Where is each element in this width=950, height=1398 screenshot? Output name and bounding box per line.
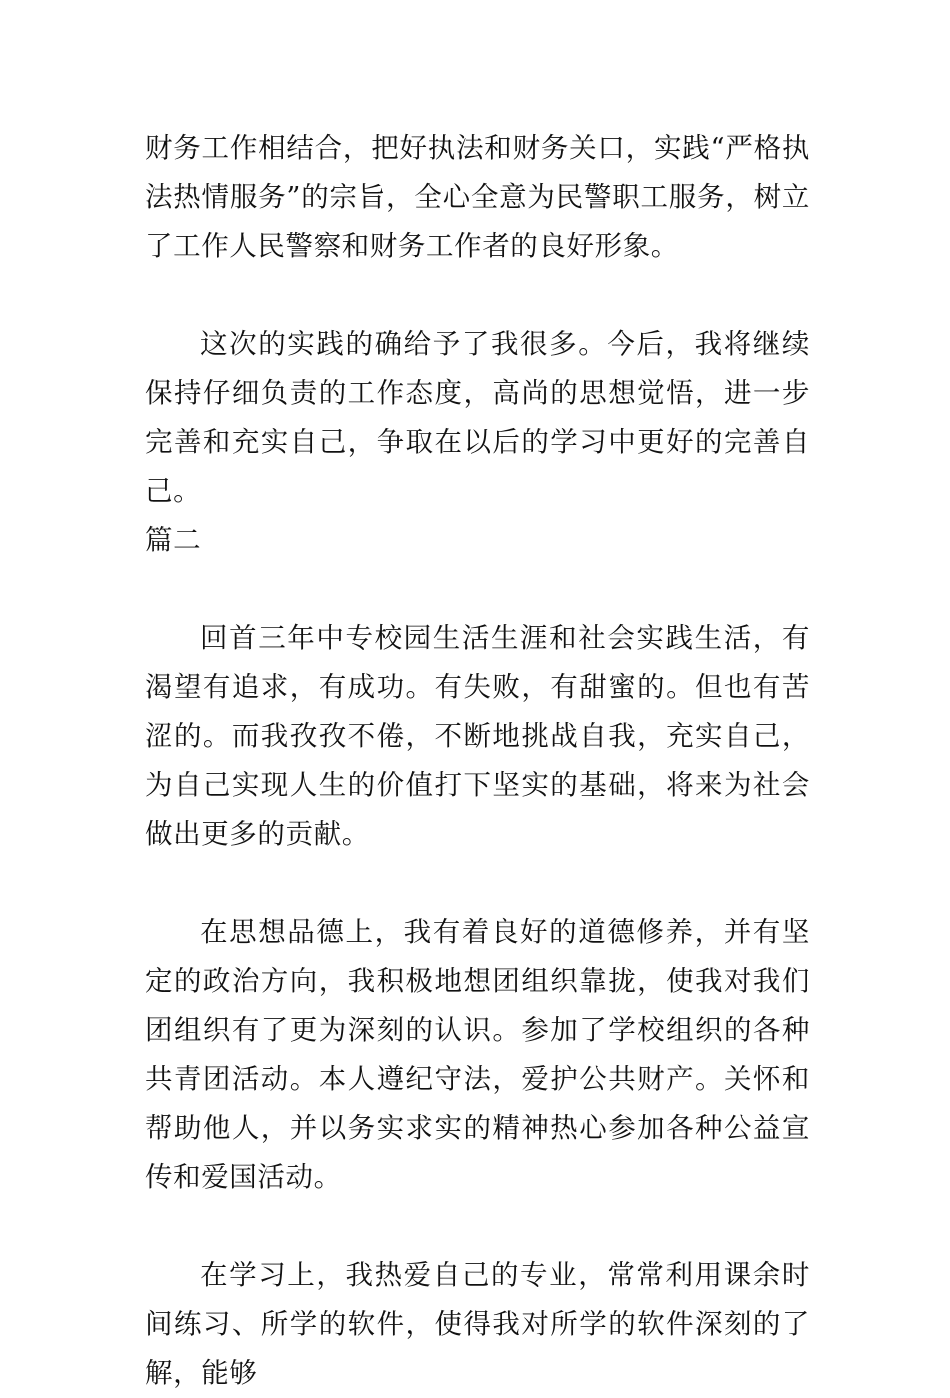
paragraph-1: 财务工作相结合，把好执法和财务关口，实践“严格执法热情服务”的宗旨，全心全意为民警职工服务，树立了工作人民警察和财务工作者的良好形象。 (145, 132, 810, 262)
paragraph-gap (145, 565, 810, 614)
paragraph-3: 回首三年中专校园生活生涯和社会实践生活，有渴望有追求，有成功。有失败，有甜蜜的。但也有苦涩的。而我孜孜不倦，不断地挑战自我，充实自己，为自己实现人生的价值打下坚实的基础，将来为社会做出更多的贡献。 (145, 622, 810, 850)
document-page (145, 124, 810, 1398)
paragraph-4: 在思想品德上，我有着良好的道德修养，并有坚定的政治方向，我积极地想团组织靠拢，使我对我们团组织有了更为深刻的认识。参加了学校组织的各种共青团活动。本人遵纪守法，爱护公共财产。关怀和帮助他人，并以务实求实的精神热心参加各种公益宣传和爱国活动。 (145, 916, 810, 1193)
paragraph-gap (145, 1202, 810, 1251)
section-heading: 篇二 (145, 524, 202, 556)
paragraph-2: 这次的实践的确给予了我很多。今后，我将继续保持仔细负责的工作态度，高尚的思想觉悟，进一步完善和充实自己，争取在以后的学习中更好的完善自己。 (145, 328, 810, 507)
paragraph-gap (145, 271, 810, 320)
paragraph-gap (145, 859, 810, 908)
paragraph-5: 在学习上，我热爱自己的专业，常常利用课余时间练习、所学的软件，使得我对所学的软件深刻的了解，能够 (145, 1259, 810, 1389)
